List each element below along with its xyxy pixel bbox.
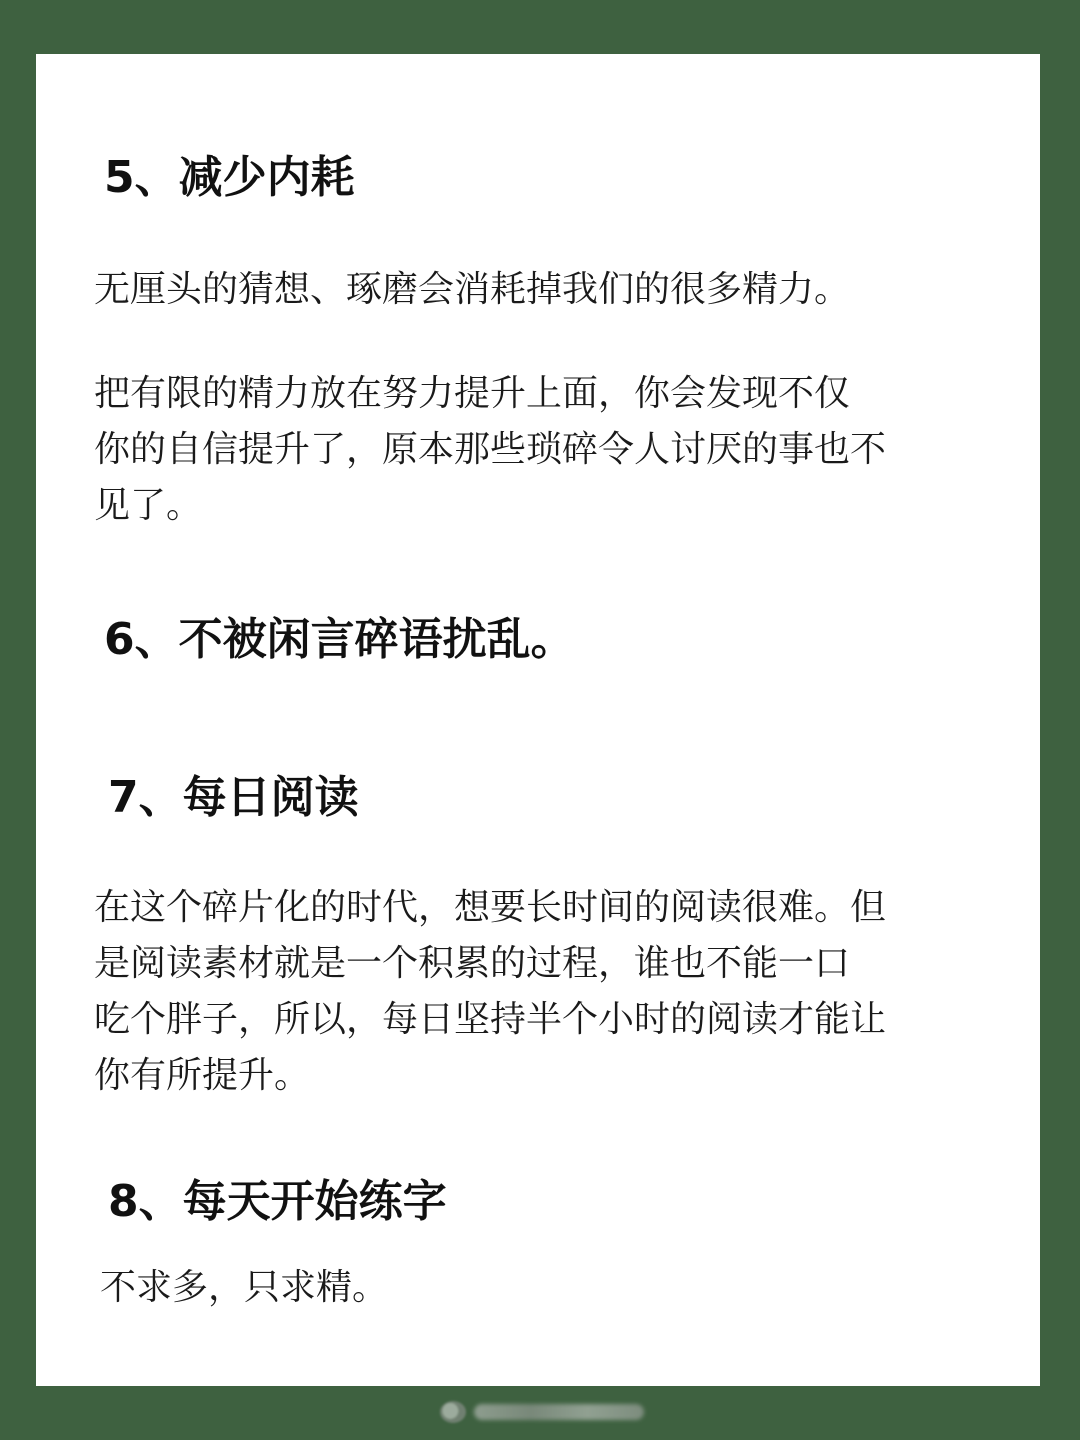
paragraph-line: 是阅读素材就是一个积累的过程，谁也不能一口 [94,943,851,984]
section-6-heading: 6、不被闲言碎语扰乱。 [104,614,575,665]
watermark-blurred-text [474,1404,644,1420]
paragraph-line: 见了。 [94,485,203,526]
weibo-watermark-icon [440,1398,650,1426]
paragraph-line: 在这个碎片化的时代，想要长时间的阅读很难。但 [94,887,887,928]
paragraph-line: 把有限的精力放在努力提升上面，你会发现不仅 [94,373,851,414]
paragraph-line: 你的自信提升了，原本那些琐碎令人讨厌的事也不 [94,429,887,470]
watermark-logo-icon [440,1401,466,1423]
section-5-heading: 5、减少内耗 [104,152,355,203]
section-5-paragraph-1 [94,262,994,318]
section-8-paragraph-1 [100,1260,1000,1316]
paragraph-line: 你有所提升。 [94,1055,311,1096]
paragraph-line: 吃个胖子，所以，每日坚持半个小时的阅读才能让 [94,999,887,1040]
section-5-paragraph-2 [94,366,994,534]
paragraph-line: 无厘头的猜想、琢磨会消耗掉我们的很多精力。 [94,269,851,310]
paragraph-line: 不求多，只求精。 [100,1267,389,1308]
section-7-paragraph-1 [94,880,994,1104]
section-8-heading: 8、每天开始练字 [108,1176,447,1227]
content-card [36,54,1040,1386]
section-7-heading: 7、每日阅读 [108,772,359,823]
